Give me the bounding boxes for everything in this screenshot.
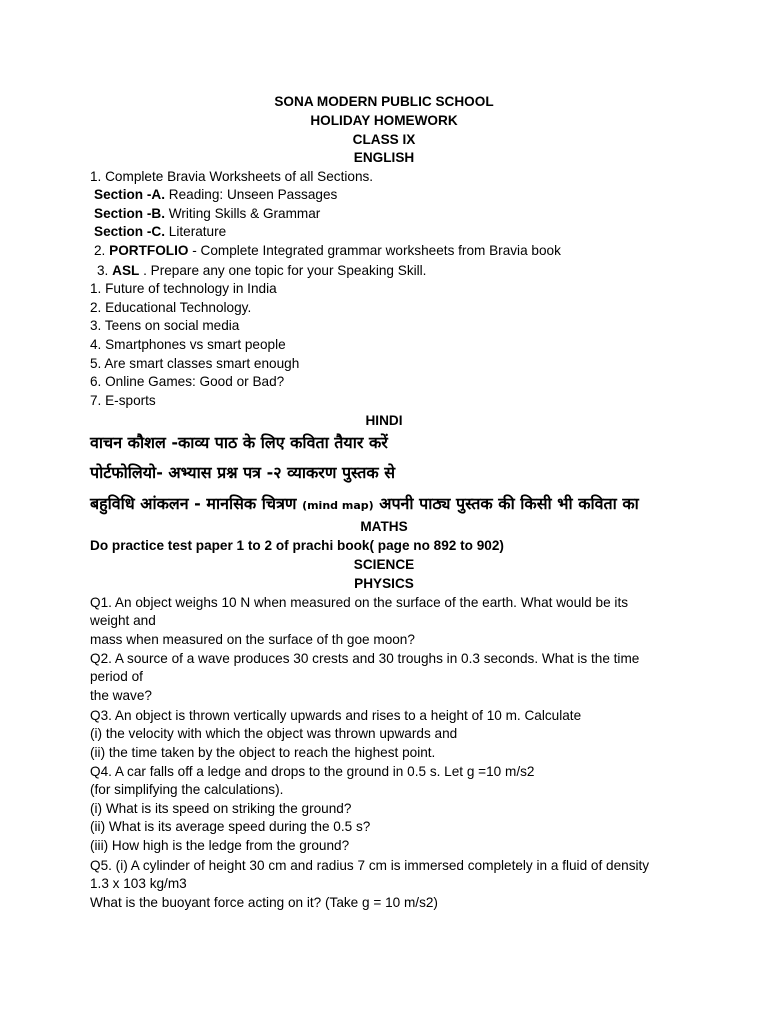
- physics-line: Q5. (i) A cylinder of height 30 cm and radius 7 cm is immersed completely in a fluid of density: [90, 858, 650, 873]
- maths-heading: MATHS: [360, 519, 408, 534]
- physics-line: (ii) the time taken by the object to reach the highest point.: [90, 745, 436, 760]
- asl-item: [97, 262, 426, 279]
- section-b-label: Section -B.: [94, 206, 165, 221]
- english-item-1: 1. Complete Bravia Worksheets of all Sections.: [90, 169, 374, 184]
- section-a: [94, 186, 337, 203]
- topic-item: 1. Future of technology in India: [90, 281, 277, 296]
- hindi-line-3c: अपनी पाठ्य पुस्तक की किसी भी कविता का: [373, 494, 639, 513]
- portfolio-num: 2.: [94, 243, 110, 258]
- physics-line: Q2. A source of a wave produces 30 crests and 30 troughs in 0.3 seconds. What is the time: [90, 651, 640, 666]
- section-b: [94, 205, 320, 222]
- physics-line: weight and: [90, 613, 156, 628]
- portfolio-item: [94, 242, 561, 259]
- hindi-line-3a: बहुविधि आंकलन - मानसिक चित्रण: [90, 494, 303, 513]
- asl-label: ASL: [112, 263, 140, 278]
- homework-title: HOLIDAY HOMEWORK: [310, 113, 458, 128]
- portfolio-label: PORTFOLIO: [109, 243, 189, 258]
- physics-line: What is the buoyant force acting on it? (Take g = 10 m/s2): [90, 895, 438, 910]
- physics-line: 1.3 x 103 kg/m3: [90, 876, 187, 891]
- section-b-text: Writing Skills & Grammar: [165, 206, 321, 221]
- topic-item: 3. Teens on social media: [90, 318, 240, 333]
- topic-item: 4. Smartphones vs smart people: [90, 337, 286, 352]
- section-c: [94, 223, 226, 240]
- topic-item: 5. Are smart classes smart enough: [90, 356, 300, 371]
- asl-text: . Prepare any one topic for your Speaking Skill.: [139, 263, 427, 278]
- physics-line: (for simplifying the calculations).: [90, 782, 284, 797]
- portfolio-text: - Complete Integrated grammar worksheets from Bravia book: [188, 243, 561, 258]
- section-a-label: Section -A.: [94, 187, 165, 202]
- topic-item: 7. E-sports: [90, 393, 156, 408]
- physics-line: (ii) What is its average speed during the 0.5 s?: [90, 819, 371, 834]
- physics-line: the wave?: [90, 688, 152, 703]
- hindi-line-2: पोर्टफोलियो- अभ्यास प्रश्न पत्र -२ व्याकरण पुस्तक से: [90, 463, 396, 482]
- asl-num: 3.: [97, 263, 113, 278]
- physics-heading: PHYSICS: [354, 576, 414, 591]
- section-a-text: Reading: Unseen Passages: [165, 187, 338, 202]
- hindi-line-3: [90, 494, 639, 516]
- physics-line: (i) the velocity with which the object was thrown upwards and: [90, 726, 458, 741]
- hindi-line-1: वाचन कौशल -काव्य पाठ के लिए कविता तैयार करें: [90, 433, 388, 452]
- physics-line: (i) What is its speed on striking the ground?: [90, 801, 352, 816]
- english-heading: ENGLISH: [353, 150, 415, 165]
- maths-text: Do practice test paper 1 to 2 of prachi book( page no 892 to 902): [90, 538, 504, 553]
- hindi-heading: HINDI: [365, 413, 403, 428]
- hindi-line-3b: (mind map): [302, 499, 374, 512]
- physics-line: Q3. An object is thrown vertically upwards and rises to a height of 10 m. Calculate: [90, 708, 582, 723]
- school-name: SONA MODERN PUBLIC SCHOOL: [274, 94, 494, 109]
- section-c-label: Section -C.: [94, 224, 165, 239]
- section-c-text: Literature: [165, 224, 227, 239]
- physics-line: Q4. A car falls off a ledge and drops to the ground in 0.5 s. Let g =10 m/s2: [90, 764, 535, 779]
- class-heading: CLASS IX: [352, 132, 416, 147]
- physics-line: period of: [90, 669, 143, 684]
- science-heading: SCIENCE: [353, 557, 415, 572]
- physics-line: mass when measured on the surface of th goe moon?: [90, 632, 415, 647]
- topic-item: 2. Educational Technology.: [90, 300, 252, 315]
- physics-line: (iii) How high is the ledge from the ground?: [90, 838, 350, 853]
- topic-item: 6. Online Games: Good or Bad?: [90, 374, 285, 389]
- physics-line: Q1. An object weighs 10 N when measured on the surface of the earth. What would be its: [90, 595, 629, 610]
